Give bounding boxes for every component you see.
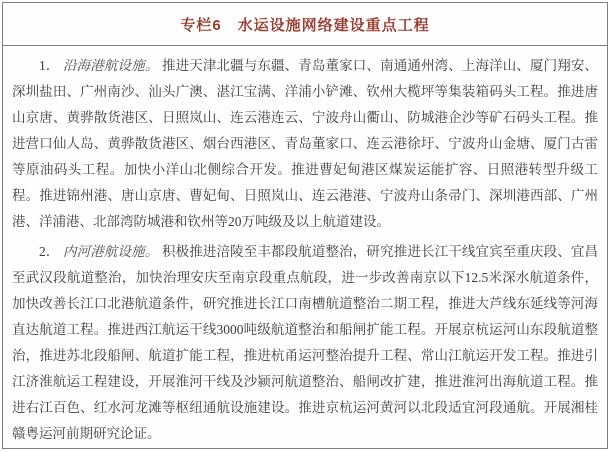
column-body (3, 46, 607, 452)
paragraph-inland-port-facilities (12, 239, 598, 447)
column-title: 专栏6 水运设施网络建设重点工程 (180, 17, 430, 34)
paragraph-lead-heading: 内河港航设施。 (63, 244, 159, 259)
paragraph-text: 推进天津北疆与东疆、青岛董家口、南通通州湾、上海洋山、厦门翔安、深圳盐田、广州南沙、汕头广澳、湛江宝满、洋浦小铲滩、钦州大榄坪等集装箱码头工程。推进唐山京唐、黄骅散货港区、日照岚山、连云港连云、宁波舟山衢山、防城港企沙等矿石码头工程。推进营口仙人岛、黄骅散货港区、烟台西港区、青岛董家口、连云港徐圩、宁波舟山金塘、厦门古雷等原油码头工程。加快小洋山北侧综合开发。推进曹妃甸港区煤炭运能扩容、日照港转型升级工程。推进锦州港、唐山京唐、曹妃甸、日照岚山、连云港港、宁波舟山条帚门、深圳港西部、广州港、洋浦港、北部湾防城港和钦州等20万吨级及以上航道建设。 (12, 58, 599, 229)
paragraph-coastal-port-facilities (12, 53, 598, 235)
column-title-row (3, 3, 607, 46)
paragraph-number: 1． (39, 58, 60, 73)
paragraph-lead-heading: 沿海港航设施。 (63, 58, 159, 73)
paragraph-number: 2． (39, 244, 60, 259)
column-box (2, 2, 608, 449)
paragraph-text: 积极推进涪陵至丰都段航道整治，研究推进长江干线宜宾至重庆段、宜昌至武汉段航道整治，加快治理安庆至南京段重点航段，进一步改善南京以下12.5米深水航道条件，加快改善长江口北港航道条件，研究推进长江口南槽航道整治二期工程，推进大芦线东延线等河海直达航道工程。推进西江航运干线3000吨级航道整治和船闸扩能工程。开展京杭运河山东段航道整治，推进苏北段船闸、航道扩能工程，推进杭甬运河整治提升工程、常山江航运开发工程。推进引江济淮航运工程建设，开展淮河干线及沙颍河航道整治、船闸改扩建，推进淮河出海航道工程。推进右江百色、红水河龙滩等枢纽通航设施建设。推进京杭运河黄河以北段适宜河段通航。开展湘桂赣粤运河前期研究论证。 (12, 244, 599, 441)
